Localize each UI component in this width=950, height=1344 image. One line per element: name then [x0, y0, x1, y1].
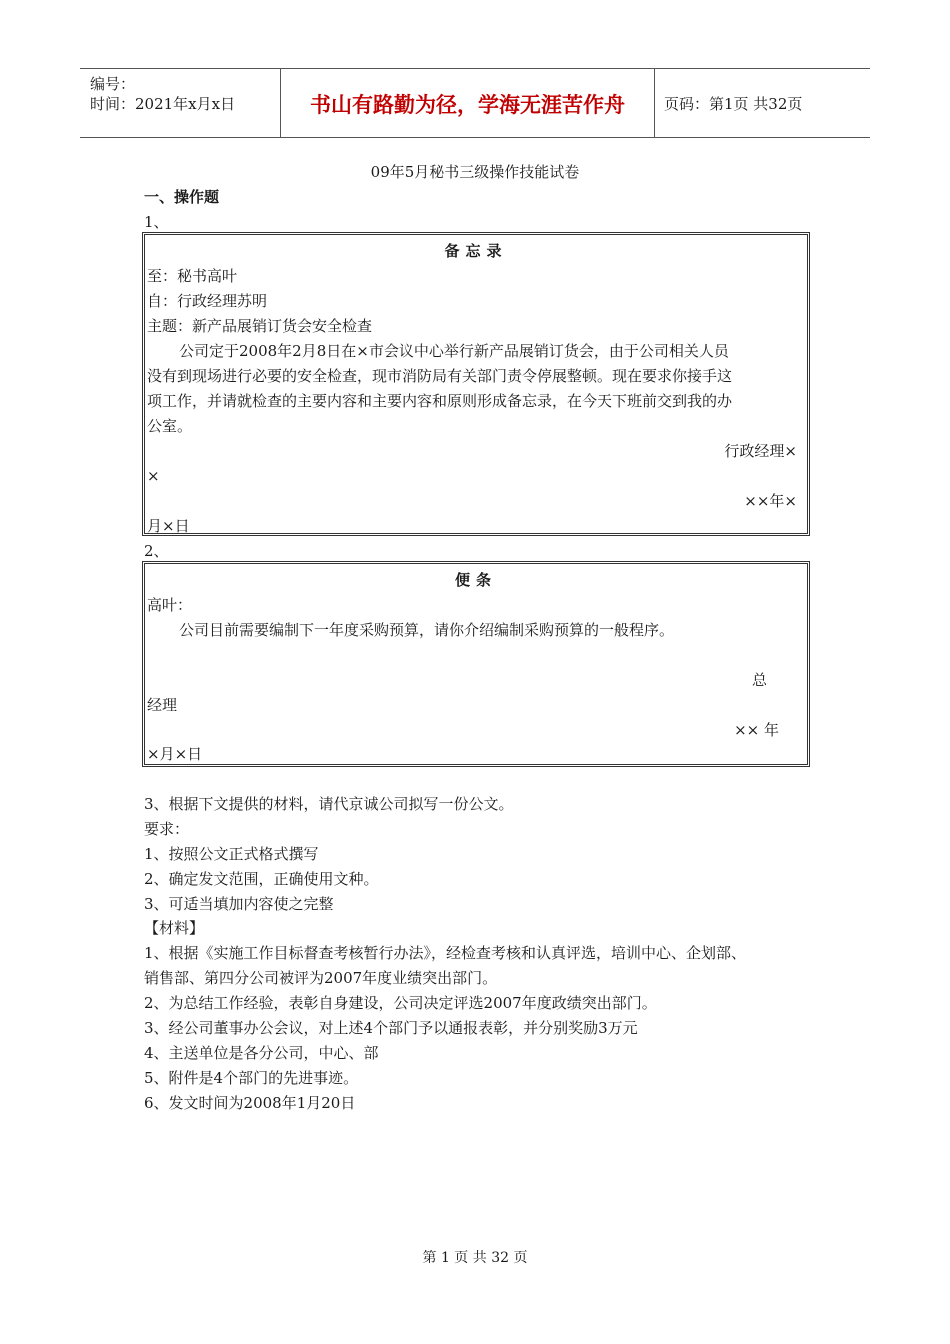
header-motto: 书山有路勤为径，学海无涯苦作舟 — [310, 92, 625, 117]
requirement-item: 2、确定发文范围，正确使用文种。 — [144, 870, 379, 888]
material-item: 6、发文时间为2008年1月20日 — [144, 1094, 356, 1112]
note-signature: 总 — [751, 671, 767, 689]
note-to: 高叶： — [147, 596, 193, 614]
memo-date: ××年× — [744, 492, 797, 510]
material-item: 3、经公司董事办公会议，对上述4个部门予以通报表彰，并分别奖励3万元 — [144, 1019, 638, 1037]
doc-time-label: 时间：2021年x月x日 — [90, 95, 236, 113]
material-item: 2、为总结工作经验，表彰自身建设，公司决定评选2007年度政绩突出部门。 — [144, 994, 657, 1012]
page-footer: 第 1 页 共 32 页 — [422, 1250, 528, 1266]
requirements-label: 要求： — [144, 820, 190, 838]
memo-date-wrap: 月×日 — [147, 517, 190, 535]
memo-to: 至：秘书高叶 — [147, 267, 238, 285]
memo-subject: 主题：新产品展销订货会安全检查 — [147, 317, 373, 335]
material-item: 1、根据《实施工作目标督查考核暂行办法》，经检查考核和认真评选，培训中心、企划部、 — [144, 944, 747, 962]
memo-body-line: 公司定于2008年2月8日在×市会议中心举行新产品展销订货会，由于公司相关人员 — [179, 342, 729, 360]
memo-signature-wrap: × — [147, 467, 160, 485]
note-box — [142, 561, 810, 767]
document-title: 09年5月秘书三级操作技能试卷 — [370, 163, 580, 181]
materials-label: 【材料】 — [144, 919, 205, 937]
requirement-item: 1、按照公文正式格式撰写 — [144, 845, 319, 863]
note-date: ×× 年 — [734, 721, 779, 739]
doc-id-label: 编号： — [90, 75, 136, 93]
memo-from: 自：行政经理苏明 — [147, 292, 268, 310]
memo-heading: 备忘录 — [444, 242, 508, 260]
material-item: 销售部、第四分公司被评为2007年度业绩突出部门。 — [144, 969, 498, 987]
memo-body-line: 没有到现场进行必要的安全检查，现市消防局有关部门责令停展整顿。现在要求你接手这 — [147, 367, 733, 385]
material-item: 5、附件是4个部门的先进事迹。 — [144, 1069, 359, 1087]
note-signature-wrap: 经理 — [147, 696, 178, 714]
question-1-label: 1、 — [144, 213, 169, 231]
question-2-label: 2、 — [144, 542, 169, 560]
question-3: 3、根据下文提供的材料，请代京诚公司拟写一份公文。 — [144, 795, 514, 813]
memo-box — [142, 232, 810, 536]
page-header — [80, 68, 870, 138]
material-item: 4、主送单位是各分公司，中心、部 — [144, 1044, 379, 1062]
memo-body-line: 项工作，并请就检查的主要内容和主要内容和原则形成备忘录，在今天下班前交到我的办 — [147, 392, 733, 410]
header-page-cell — [654, 69, 870, 137]
header-meta-cell — [80, 69, 280, 137]
note-heading: 便条 — [454, 571, 497, 589]
memo-body-line: 公室。 — [147, 417, 193, 435]
note-body: 公司目前需要编制下一年度采购预算，请你介绍编制采购预算的一般程序。 — [179, 621, 675, 639]
memo-signature: 行政经理× — [724, 442, 797, 460]
note-date-wrap: ×月×日 — [147, 745, 203, 763]
requirement-item: 3、可适当填加内容使之完整 — [144, 895, 334, 913]
header-motto-cell — [280, 69, 655, 137]
section-heading: 一、操作题 — [144, 188, 220, 206]
header-page-info: 页码：第1页 共32页 — [664, 95, 803, 113]
